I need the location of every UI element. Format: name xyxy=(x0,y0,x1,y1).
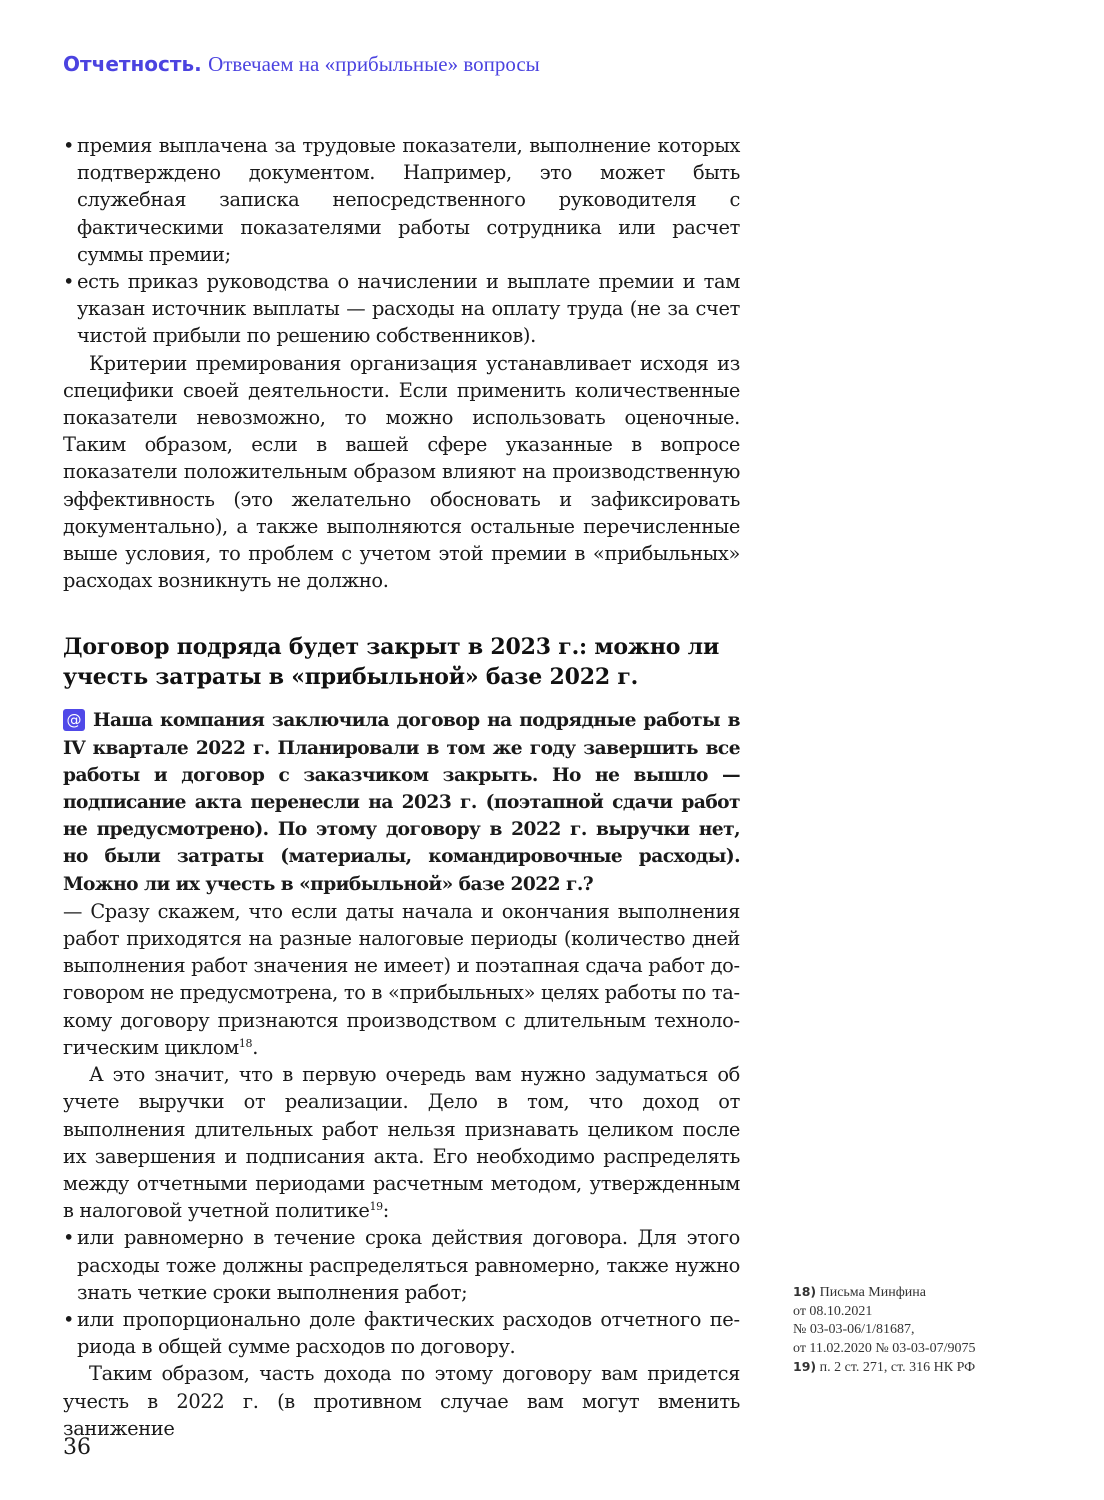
header-topic: Отвечаем на «прибыльные» вопросы xyxy=(208,52,540,76)
footnote-number: 18) xyxy=(793,1284,817,1299)
list-item: • премия выплачена за трудовые показатели, выполнение которых подтверждено документом. Например, это может быть служебная записка непосредственного руководителя с фактическими показателями работы сотрудника или расчет суммы премии; xyxy=(63,132,740,268)
footnote-ref-19: 19 xyxy=(369,1200,383,1214)
list-item: • есть приказ руководства о начислении и выплате премии и там указан источник выплаты — расходы на оплату труда (не за счет чистой прибыли по решению собственников). xyxy=(63,268,740,350)
list-item: • или равномерно в течение срока действия договора. Для этого расходы тоже должны распределяться равномерно, также нужно знать четкие сроки выполнения работ; xyxy=(63,1224,740,1306)
footnote-number: 19) xyxy=(793,1359,817,1375)
bullet-list-top xyxy=(63,132,740,350)
running-header xyxy=(63,52,540,77)
paragraph-criteria: Критерии премирования организация устанавливает исходя из специфики своей деятельности. Если применить количественные показатели невозможно, то можно использовать оценочные. Таким образом, если в вашей сфере указанные в вопросе показатели положительным образом влияют на производственную эффективность (это желательно обосновать и зафиксировать документально), а также выполняются остальные перечисленные выше условия, то проблем с учетом этой премии в «прибыльных» расходах возникнуть не должно. xyxy=(63,351,740,593)
footnote-line: № 03-03-06/1/81687, xyxy=(793,1322,915,1338)
page-number: 36 xyxy=(63,1435,91,1460)
footnote-18 xyxy=(793,1283,1093,1358)
answer-intro xyxy=(63,898,740,1061)
list-item: • или пропорционально доле фактических расходов отчетного периода в общей сумме расходов по договору. xyxy=(63,1306,740,1360)
answer-intro-text: — Сразу скажем, что если даты начала и окончания выполнения работ приходятся на разные налоговые периоды (количество дней выполнения работ значения не имеет) и поэтапная сдача работ договором не предусмотрена, то в «прибыльных» целях работы по такому договору признаются производством с длительным технологическим циклом xyxy=(63,899,740,1059)
footnote-line: от 11.02.2020 № 03-03-07/9075 xyxy=(793,1340,976,1356)
footnote-line: от 08.10.2021 xyxy=(793,1303,873,1319)
paragraph-revenue-end: : xyxy=(382,1199,389,1223)
footnote-ref-18: 18 xyxy=(238,1036,253,1050)
footnote-line: п. 2 ст. 271, ст. 316 НК РФ xyxy=(819,1360,976,1376)
answer-intro-end: . xyxy=(252,1035,259,1059)
paragraph-conclusion: Таким образом, часть дохода по этому договору вам придется учесть в 2022 г. (в противном случае вам могут вменить занижение xyxy=(63,1362,740,1440)
main-column xyxy=(63,132,740,1442)
footnotes xyxy=(793,1283,1093,1378)
paragraph-revenue xyxy=(63,1061,740,1224)
header-section: Отчетность. xyxy=(63,52,202,76)
article-heading: Договор подряда будет закрыт в 2023 г.: можно ли учесть затраты в «прибыльной» базе 2022 г. xyxy=(63,634,720,691)
paragraph-revenue-text: А это значит, что в первую очередь вам нужно задуматься об учете выручки от реализации. Дело в том, что доход от выполнения длительных работ нельзя признавать целиком после их завершения и подписания акта. Его необходимо распределять между отчетными периодами расчетным методом, утвержденным в налоговой учетной политике xyxy=(63,1063,740,1223)
at-icon: @ xyxy=(63,709,85,731)
question-text: Наша компания заключила договор на подрядные работы в IV квартале 2022 г. Планировали в том же году завершить все работы и договор с заказчиком закрыть. Но не вышло — подписание акта перенесли на 2023 г. (поэтапной сдачи работ не предусмотрено). По этому договору в 2022 г. выручки нет, но были затраты (материалы, командировочные расходы). Можно ли их учесть в «прибыльной» базе 2022 г.? xyxy=(63,710,740,895)
bullet-list-methods xyxy=(63,1224,740,1360)
reader-question xyxy=(63,707,740,897)
footnote-line: Письма Минфина xyxy=(819,1285,926,1300)
footnote-19 xyxy=(793,1358,1093,1378)
